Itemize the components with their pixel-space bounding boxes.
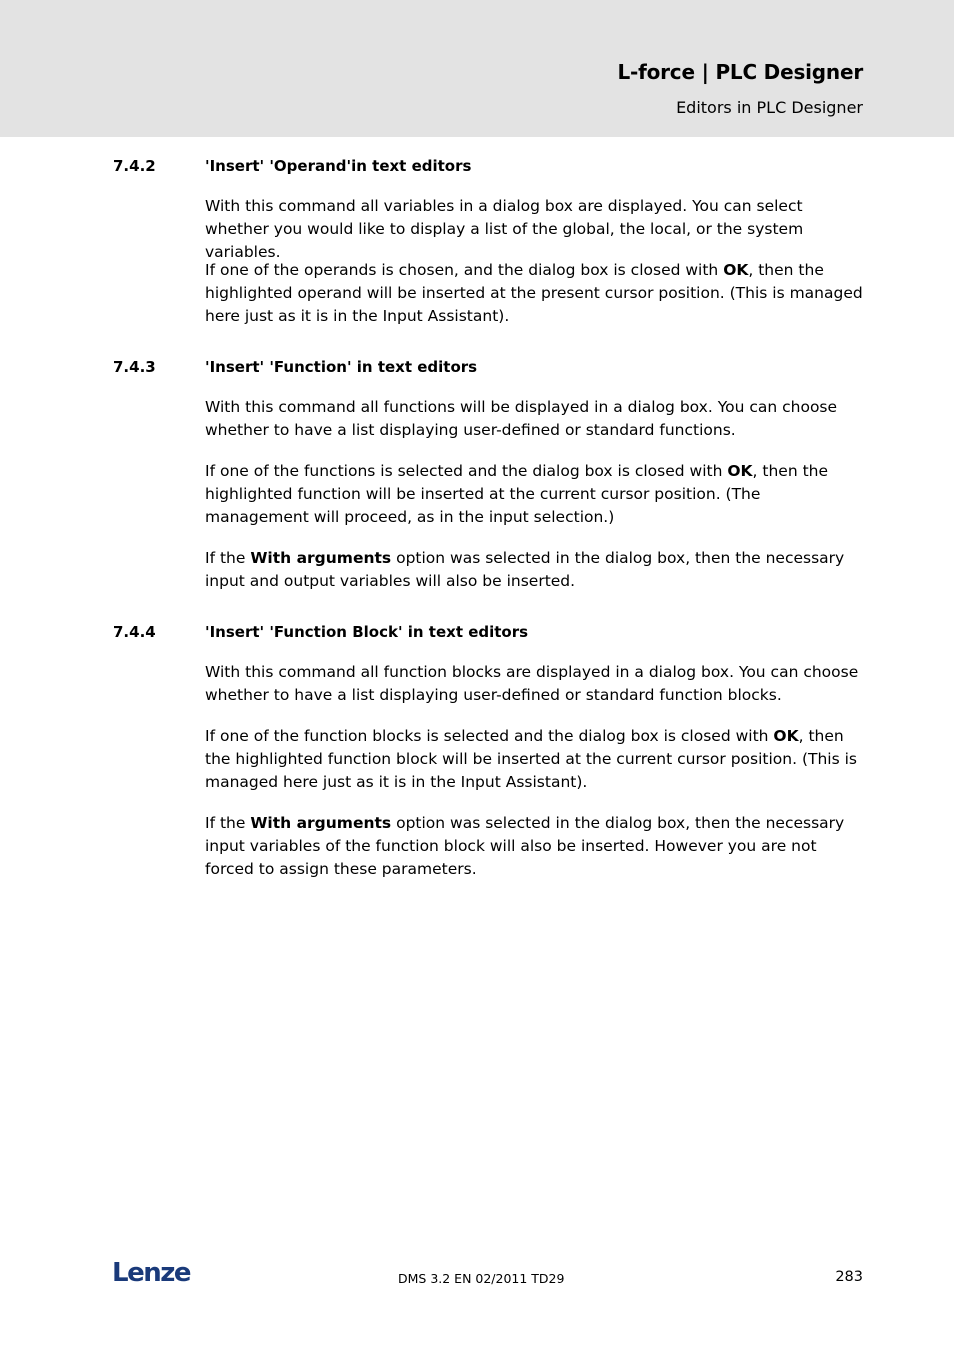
header-band xyxy=(0,0,954,137)
page-number: 283 xyxy=(835,1269,863,1285)
ok-keyword: OK xyxy=(773,727,799,745)
document-title: L-force | PLC Designer xyxy=(617,60,863,84)
ok-keyword: OK xyxy=(727,462,753,480)
with-arguments-keyword: With arguments xyxy=(250,814,392,832)
paragraph: If the With arguments option was selected in the dialog box, then the necessary input variables of the function block will also be inserted. However you are not forced to assign these parameters. xyxy=(205,814,845,878)
section-number: 7.4.4 xyxy=(113,623,156,641)
paragraph: If one of the functions is selected and the dialog box is closed with OK, then the highlighted function will be inserted at the current cursor position. (The management will proceed, as in the input selection.) xyxy=(205,462,829,526)
section-number: 7.4.3 xyxy=(113,358,156,376)
ok-keyword: OK xyxy=(723,261,749,279)
section-number: 7.4.2 xyxy=(113,157,156,175)
paragraph: If the With arguments option was selected in the dialog box, then the necessary input and output variables will also be inserted. xyxy=(205,549,845,590)
section-heading: 'Insert' 'Function' in text editors xyxy=(205,358,478,376)
paragraph: With this command all function blocks are displayed in a dialog box. You can choose whether to have a list displaying user-defined or standard function blocks. xyxy=(205,663,859,704)
paragraph: If one of the function blocks is selected and the dialog box is closed with OK, then the highlighted function block will be inserted at the current cursor position. (This is managed here just as it is in the Input Assistant). xyxy=(205,727,857,791)
section-heading: 'Insert' 'Operand'in text editors xyxy=(205,157,472,175)
paragraph: If one of the operands is chosen, and the dialog box is closed with OK, then the highlighted operand will be inserted at the present cursor position. (This is managed here just as it is in the Input Assistant). xyxy=(205,261,863,325)
with-arguments-keyword: With arguments xyxy=(250,549,392,567)
chapter-subtitle: Editors in PLC Designer xyxy=(676,98,863,117)
document-id: DMS 3.2 EN 02/2011 TD29 xyxy=(398,1271,565,1286)
lenze-logo: Lenze xyxy=(112,1258,190,1288)
section-heading: 'Insert' 'Function Block' in text editors xyxy=(205,623,529,641)
paragraph: With this command all variables in a dialog box are displayed. You can select whether you would like to display a list of the global, the local, or the system variables. xyxy=(205,197,804,261)
paragraph: With this command all functions will be displayed in a dialog box. You can choose whether to have a list displaying user-defined or standard functions. xyxy=(205,398,838,439)
